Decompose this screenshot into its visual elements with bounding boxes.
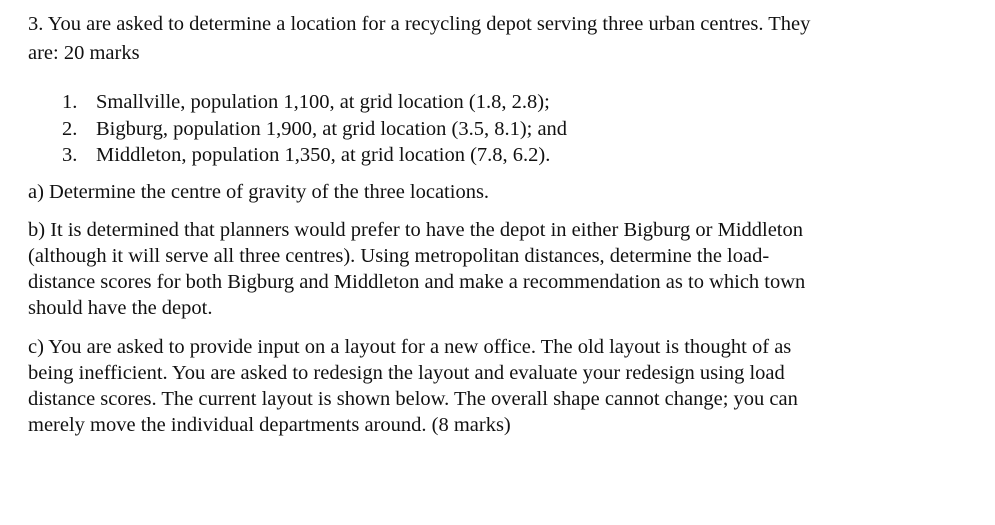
part-b-line: distance scores for both Bigburg and Middleton and make a recommendation as to which town [28, 271, 806, 293]
list-item [62, 142, 567, 169]
part-b-line: should have the depot. [28, 297, 213, 319]
list-item-number: 1. [62, 91, 78, 113]
list-item-number: 2. [62, 117, 78, 140]
part-b-line: b) It is determined that planners would prefer to have the depot in either Bigburg or Middleton [28, 219, 804, 241]
list-item-text: Bigburg, population 1,900, at grid location (3.5, 8.1); and [96, 117, 568, 140]
part-c-line: distance scores. The current layout is shown below. The overall shape cannot change; you can [28, 388, 798, 410]
list-item [62, 116, 567, 143]
question-heading-line-2: are: 20 marks [28, 42, 140, 64]
part-c-line: merely move the individual departments around. (8 marks) [28, 414, 511, 436]
part-a-paragraph [28, 179, 968, 205]
question-heading [28, 10, 968, 68]
part-b-line: (although it will serve all three centres). Using metropolitan distances, determine the load- [28, 245, 770, 267]
urban-centres-list [62, 89, 567, 169]
question-heading-line-1: 3. You are asked to determine a location for a recycling depot serving three urban centres. They [28, 13, 811, 35]
part-c-line: being inefficient. You are asked to redesign the layout and evaluate your redesign using load [28, 362, 785, 384]
part-c-line: c) You are asked to provide input on a layout for a new office. The old layout is thought of as [28, 336, 792, 358]
part-a-line: a) Determine the centre of gravity of the three locations. [28, 181, 490, 203]
list-item-text: Middleton, population 1,350, at grid location (7.8, 6.2). [96, 144, 551, 166]
list-item [62, 89, 567, 116]
list-item-number: 3. [62, 144, 78, 166]
list-item-text: Smallville, population 1,100, at grid location (1.8, 2.8); [96, 91, 550, 113]
part-c-paragraph [28, 334, 968, 438]
part-b-paragraph [28, 217, 968, 321]
